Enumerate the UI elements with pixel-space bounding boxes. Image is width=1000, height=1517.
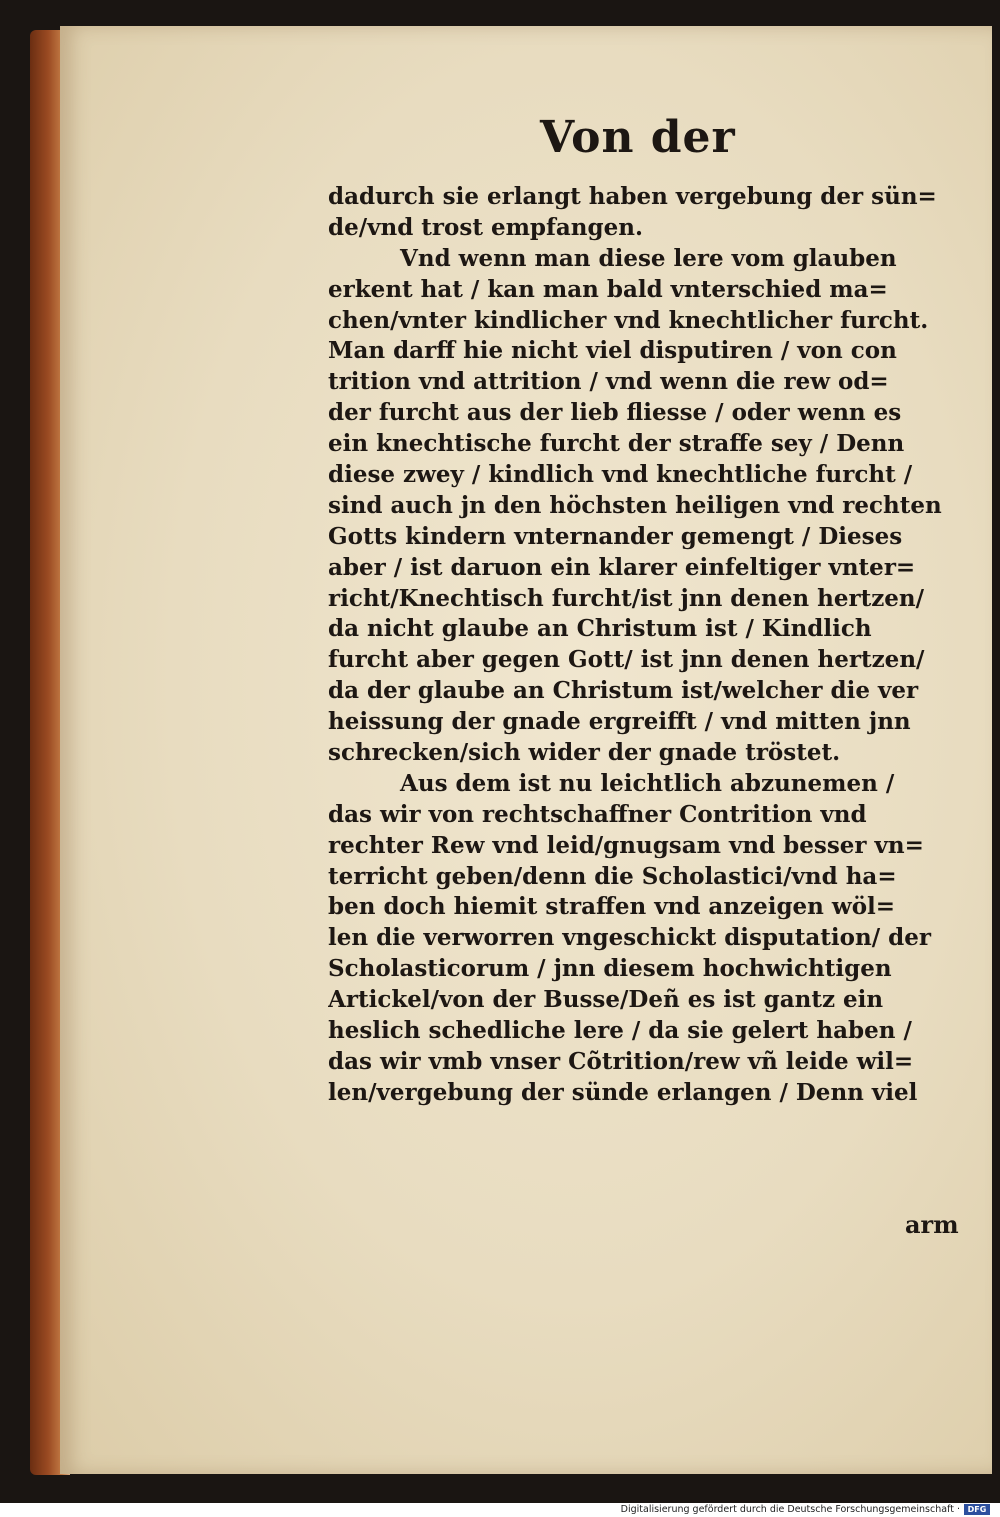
text-line: aber / ist daruon ein klarer einfeltiger vnter= xyxy=(328,553,916,581)
text-line: sind auch jn den höchsten heiligen vnd rechten xyxy=(328,491,942,519)
text-line: diese zwey / kindlich vnd knechtliche furcht / xyxy=(328,461,913,489)
text-line: rechter Rew vnd leid/gnugsam vnd besser vn= xyxy=(328,831,924,859)
text-line: Scholasticorum / jnn diesem hochwichtigen xyxy=(328,955,892,983)
text-line: da nicht glaube an Christum ist / Kindlich xyxy=(328,615,872,643)
text-line: terricht geben/denn die Scholastici/vnd ha= xyxy=(328,862,897,890)
text-line: heslich schedliche lere / da sie gelert haben / xyxy=(328,1017,912,1045)
catchword: arm xyxy=(905,1210,959,1239)
text-line: das wir vmb vnser Cõtrition/rew vñ leide wil= xyxy=(328,1047,914,1075)
text-line: Vnd wenn man diese lere vom glauben xyxy=(400,244,897,272)
text-line: das wir von rechtschaffner Contrition vnd xyxy=(328,800,867,828)
text-line: dadurch sie erlangt haben vergebung der sün= xyxy=(328,183,937,210)
text-line: ein knechtische furcht der straffe sey / Denn xyxy=(328,430,905,458)
text-line: len/vergebung der sünde erlangen / Denn viel xyxy=(328,1078,918,1106)
text-line: de/vnd trost empfangen. xyxy=(328,213,643,241)
text-line: Artickel/von der Busse/Deñ es ist gantz ein xyxy=(328,986,884,1014)
text-line: Man darff hie nicht viel disputiren / von con xyxy=(328,337,897,365)
text-line: da der glaube an Christum ist/welcher die ver xyxy=(328,677,919,705)
text-line: schrecken/sich wider der gnade tröstet. xyxy=(328,739,841,767)
text-block xyxy=(328,182,960,1109)
text-line: Aus dem ist nu leichtlich abzunemen / xyxy=(400,769,895,797)
digitization-credit: Digitalisierung gefördert durch die Deutsche Forschungsgemeinschaft · xyxy=(620,1504,960,1515)
text-line: ben doch hiemit straffen vnd anzeigen wöl= xyxy=(328,893,896,921)
text-line: chen/vnter kindlicher vnd knechtlicher furcht. xyxy=(328,306,929,334)
text-line: richt/Knechtisch furcht/ist jnn denen hertzen/ xyxy=(328,584,925,612)
text-line: Gotts kindern vnternander gemengt / Dieses xyxy=(328,522,903,550)
text-line: der furcht aus der lieb fliesse / oder wenn es xyxy=(328,399,902,427)
running-head: Von der xyxy=(540,112,736,163)
text-line: trition vnd attrition / vnd wenn die rew od= xyxy=(328,368,889,396)
text-line: furcht aber gegen Gott/ ist jnn denen hertzen/ xyxy=(328,646,925,674)
text-line: heissung der gnade ergreifft / vnd mitten jnn xyxy=(328,708,911,736)
dfg-logo: DFG xyxy=(964,1504,990,1515)
text-line: erkent hat / kan man bald vnterschied ma= xyxy=(328,275,888,303)
text-line: len die verworren vngeschickt disputation/ der xyxy=(328,924,931,952)
